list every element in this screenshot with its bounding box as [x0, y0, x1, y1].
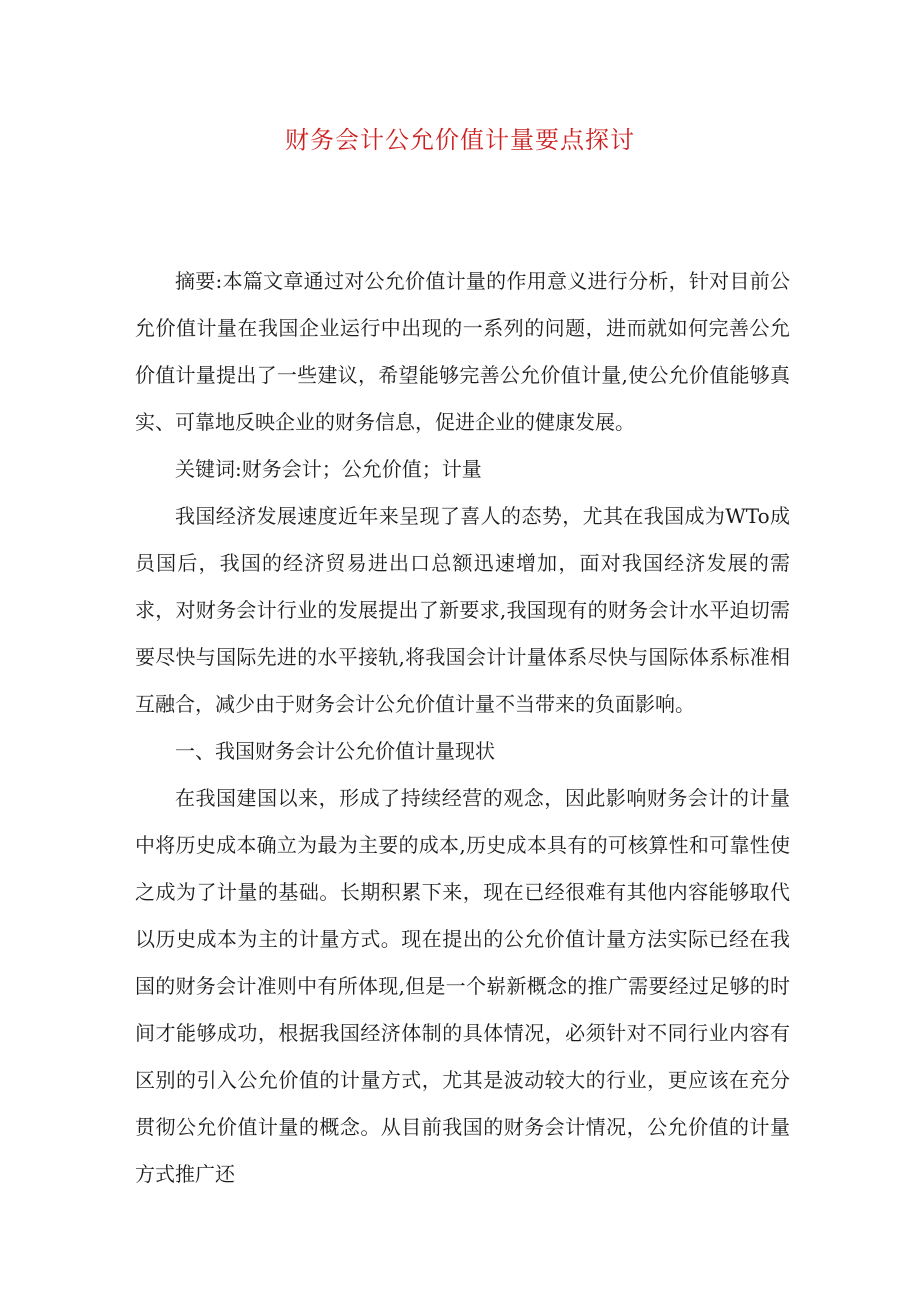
- section-heading: 一、我国财务会计公允价值计量现状: [175, 739, 495, 763]
- section-body-paragraph: 在我国建国以来，形成了持续经营的观念，因此影响财务会计的计量中将历史成本确立为最为主要的成本,历史成本具有的可核算性和可靠性使之成为了计量的基础。长期积累下来，现在已经很难有其他内容能够取代以历史成本为主的计量方式。现在提出的公允价值计量方法实际已经在我国的财务会计准则中有所体现,但是一个崭新概念的推广需要经过足够的时间才能够成功，根据我国经济体制的具体情况，必须针对不同行业内容有区别的引入公允价值的计量方式，尤其是波动较大的行业，更应该在充分贯彻公允价值计量的概念。从目前我国的财务会计情况，公允价值的计量方式推广还: [135, 786, 790, 1186]
- keywords-paragraph: 关键词:财务会计；公允价值；计量: [175, 457, 482, 481]
- document-title: 财务会计公允价值计量要点探讨: [285, 126, 635, 154]
- abstract-paragraph: 摘要:本篇文章通过对公允价值计量的作用意义进行分析，针对目前公允价值计量在我国企业运行中出现的一系列的问题，进而就如何完善公允价值计量提出了一些建议，希望能够完善公允价值计量,使公允价值能够真实、可靠地反映企业的财务信息，促进企业的健康发展。: [135, 269, 790, 434]
- intro-paragraph: 我国经济发展速度近年来呈现了喜人的态势，尤其在我国成为WTo成员国后，我国的经济贸易进出口总额迅速增加，面对我国经济发展的需求，对财务会计行业的发展提出了新要求,我国现有的财务会计水平迫切需要尽快与国际先进的水平接轨,将我国会计计量体系尽快与国际体系标准相互融合，减少由于财务会计公允价值计量不当带来的负面影响。: [135, 504, 790, 716]
- document-body: [135, 258, 790, 1198]
